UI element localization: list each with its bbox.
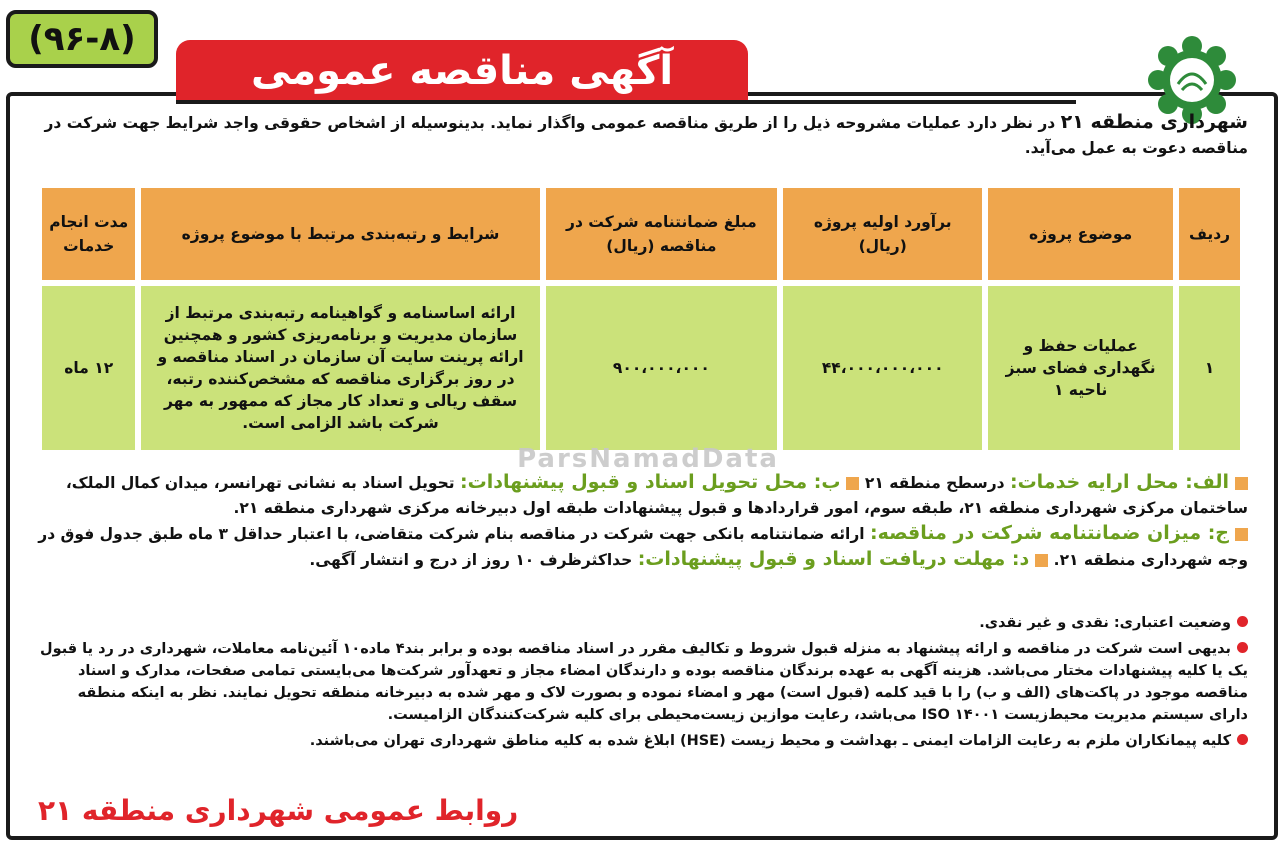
header-duration: مدت انجام خدمات — [42, 188, 135, 280]
section-a-label: الف: محل ارایه خدمات: — [1009, 471, 1229, 493]
cell-row-number: ۱ — [1179, 286, 1240, 450]
red-dot-icon — [1237, 734, 1248, 745]
section-c-text: ارائه ضمانتنامه بانکی جهت شرکت در مناقصه بنام شرکت متقاضی، با اعتبار حداقل ۳ ماه طبق جدول فوق در وجه شهرداری منطقه ۲۱. — [38, 525, 1248, 569]
square-bullet-icon — [1235, 477, 1248, 490]
section-b-label: ب: محل تحویل اسناد و قبول پیشنهادات: — [460, 471, 841, 493]
cell-estimate: ۴۴،۰۰۰،۰۰۰،۰۰۰ — [783, 286, 982, 450]
details-section — [38, 470, 1248, 573]
square-bullet-icon — [1235, 528, 1248, 541]
notice-code-badge — [6, 10, 158, 68]
header-bond: مبلغ ضمانتنامه شرکت در مناقصه (ریال) — [546, 188, 778, 280]
title-banner — [176, 40, 748, 102]
page-title: آگهی مناقصه عمومی — [250, 48, 674, 94]
title-underline — [176, 100, 1076, 104]
list-item — [38, 638, 1248, 726]
section-d-label: د: مهلت دریافت اسناد و قبول پیشنهادات: — [637, 548, 1030, 570]
section-c-label: ج: میزان ضمانتنامه شرکت در مناقصه: — [869, 522, 1229, 544]
header-row-number: ردیف — [1179, 188, 1240, 280]
header-estimate: برآورد اولیه پروژه (ریال) — [783, 188, 982, 280]
note-text: وضعیت اعتباری: نقدی و غیر نقدی. — [979, 615, 1231, 631]
intro-paragraph — [38, 110, 1248, 161]
notice-code: (۹۶-۸) — [28, 19, 136, 59]
section-d-text: حداکثرظرف ۱۰ روز از درج و انتشار آگهی. — [309, 551, 638, 569]
cell-conditions: ارائه اساسنامه و گواهینامه رتبه‌بندی مرتبط از سازمان مدیریت و برنامه‌ریزی کشور و همچنین ارائه پرینت سایت آن سازمان در اسناد مناقصه و در روز برگزاری مناقصه که مشخص‌کننده رتبه، سقف ریالی و تعداد کار مجاز که ممهور به مهر شرکت باشد الزامی است. — [141, 286, 539, 450]
table-header-row — [42, 188, 1240, 280]
note-text: کلیه پیمانکاران ملزم به رعایت الزامات ایمنی ـ بهداشت و محیط زیست (HSE) ابلاغ شده به کلیه مناطق شهرداری تهران می‌باشند. — [309, 733, 1231, 749]
intro-text: در نظر دارد عملیات مشروحه ذیل را از طریق مناقصه عمومی واگذار نماید. بدینوسیله از اشخاص حقوقی واجد شرایط جهت شرکت در مناقصه دعوت به عمل می‌آید. — [44, 114, 1248, 157]
header-conditions: شرایط و رتبه‌بندی مرتبط با موضوع پروژه — [141, 188, 539, 280]
list-item — [38, 730, 1248, 752]
watermark: ParsNamadData — [517, 444, 779, 474]
header-subject: موضوع پروژه — [988, 188, 1173, 280]
list-item — [38, 612, 1248, 634]
section-b-text: تحویل اسناد به نشانی تهرانسر، میدان کمال الملک، ساختمان مرکزی شهرداری منطقه ۲۱، طبقه سوم، امور قراردادها و قبول پیشنهادات طبقه اول دبیرخانه مرکزی شهرداری منطقه ۲۱. — [65, 474, 1248, 517]
cell-subject: عملیات حفظ و نگهداری فضای سبز ناحیه ۱ — [988, 286, 1173, 450]
red-dot-icon — [1237, 642, 1248, 653]
cell-duration: ۱۲ ماه — [42, 286, 135, 450]
footer-signature: روابط عمومی شهرداری منطقه ۲۱ — [38, 794, 519, 827]
section-a-text: درسطح منطقه ۲۱ — [859, 474, 1010, 492]
red-dot-icon — [1237, 616, 1248, 627]
notes-list — [38, 612, 1248, 756]
organization-name: شهرداری منطقه ۲۱ — [1060, 111, 1248, 133]
square-bullet-icon — [1035, 554, 1048, 567]
note-text: بدیهی است شرکت در مناقصه و ارائه پیشنهاد به منزله قبول شروط و تکالیف مقرر در اسناد مناقصه بوده و برابر بند۴ ماده۱۰ آئین‌نامه معاملات، شهرداری در رد یا قبول یک یا کلیه پیشنهادات مختار می‌باشد. هزینه آگهی به عهده برندگان مناقصه بوده و دارندگان امضاء مجاز و تعهدآور شرکت‌ها می‌بایستی تمامی صفحات، مدارک و اسناد مناقصه موجود در پاکت‌های (الف و ب) را با قید کلمه (قبول است) مهر و امضاء نموده و بصورت لاک و مهر شده به دبیرخانه منطقه تحویل نمایند. نظر به اینکه منطقه دارای سیستم مدیریت محیط‌زیست ISO ۱۴۰۰۱ می‌باشد، رعایت موازین زیست‌محیطی برای کلیه شرکت‌کنندگان الزامیست. — [40, 641, 1248, 723]
square-bullet-icon — [846, 477, 859, 490]
table-row — [42, 286, 1240, 450]
tender-table — [36, 182, 1246, 456]
cell-bond: ۹۰۰،۰۰۰،۰۰۰ — [546, 286, 778, 450]
